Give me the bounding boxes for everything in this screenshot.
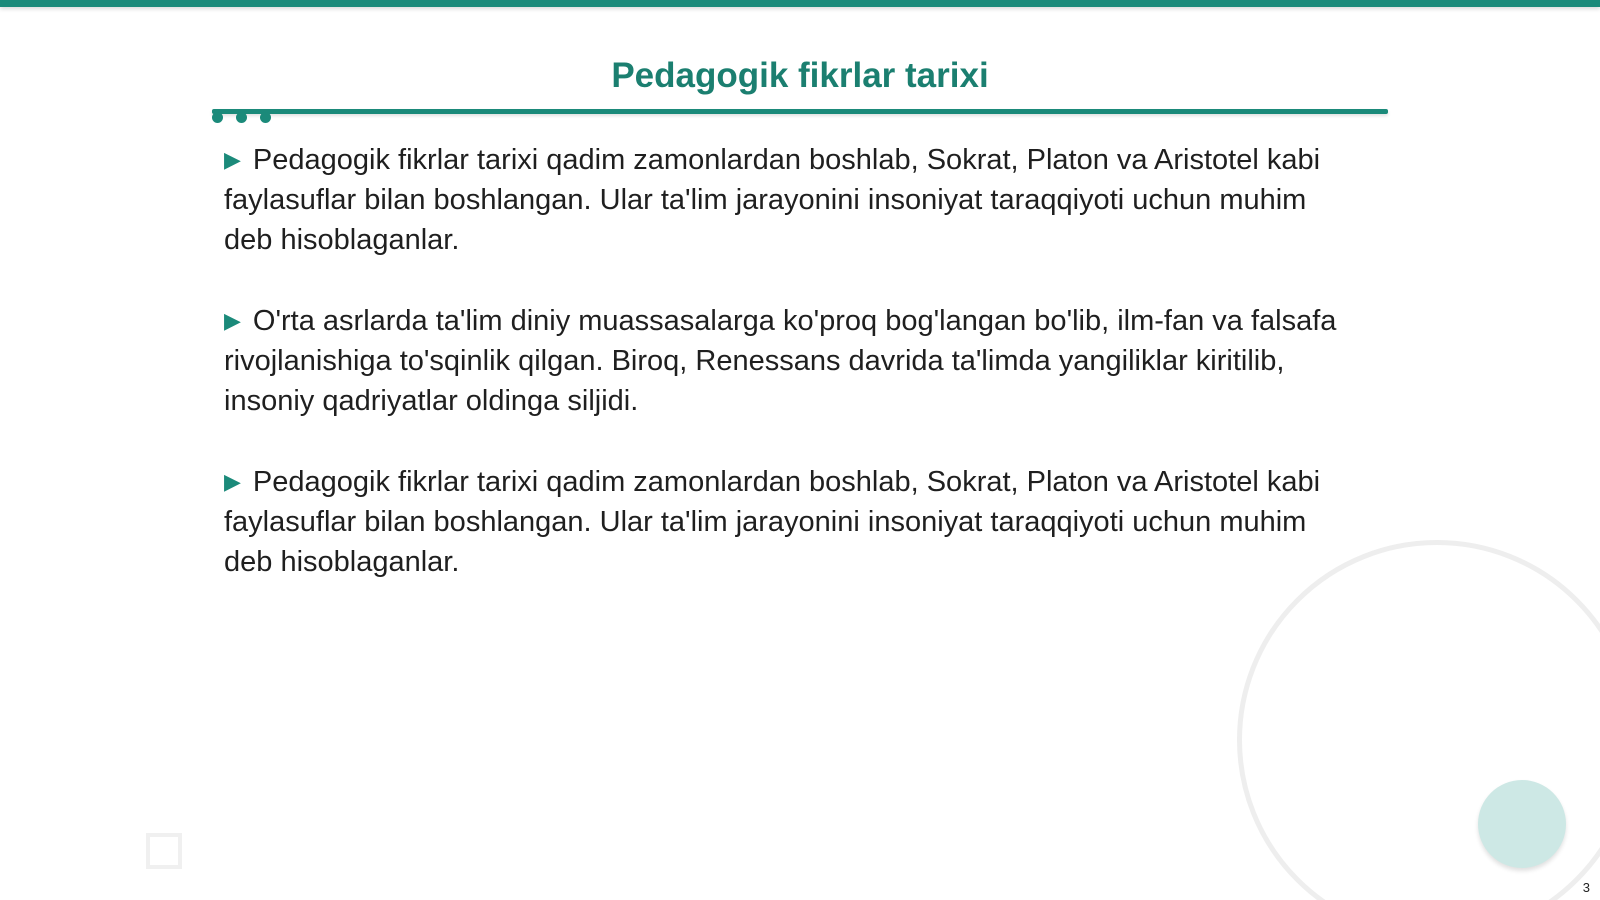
bullet-paragraph-2 bbox=[224, 301, 1354, 421]
triangle-right-icon: ▶ bbox=[224, 308, 241, 333]
decor-dot bbox=[236, 112, 247, 123]
decor-dot bbox=[212, 112, 223, 123]
top-accent-bar bbox=[0, 0, 1600, 7]
bullet-list bbox=[224, 140, 1354, 623]
slide-number: 3 bbox=[1582, 880, 1590, 895]
triangle-right-icon: ▶ bbox=[224, 147, 241, 172]
paragraph-text: Pedagogik fikrlar tarixi qadim zamonlardan boshlab, Sokrat, Platon va Aristotel kabi faylasuflar bilan boshlangan. Ular ta'lim jarayonini insoniyat taraqqiyoti uchun muhim deb hisoblaganlar. bbox=[224, 466, 1321, 578]
triangle-right-icon: ▶ bbox=[224, 469, 241, 494]
title-underline-dots bbox=[212, 112, 292, 126]
bullet-paragraph-1 bbox=[224, 140, 1354, 260]
bullet-paragraph-3 bbox=[224, 462, 1354, 582]
slide-title: Pedagogik fikrlar tarixi bbox=[611, 56, 989, 95]
decor-disc bbox=[1478, 780, 1566, 868]
decor-dot bbox=[260, 112, 271, 123]
title-underline bbox=[212, 109, 1388, 114]
paragraph-text: Pedagogik fikrlar tarixi qadim zamonlardan boshlab, Sokrat, Platon va Aristotel kabi faylasuflar bilan boshlangan. Ular ta'lim jarayonini insoniyat taraqqiyoti uchun muhim deb hisoblaganlar. bbox=[224, 144, 1321, 256]
decor-square bbox=[146, 833, 182, 869]
paragraph-text: O'rta asrlarda ta'lim diniy muassasalarga ko'proq bog'langan bo'lib, ilm-fan va falsafa rivojlanishiga to'sqinlik qilgan. Biroq, Renessans davrida ta'limda yangiliklar kiritilib, insoniy qadriyatlar oldinga siljidi. bbox=[224, 305, 1337, 417]
